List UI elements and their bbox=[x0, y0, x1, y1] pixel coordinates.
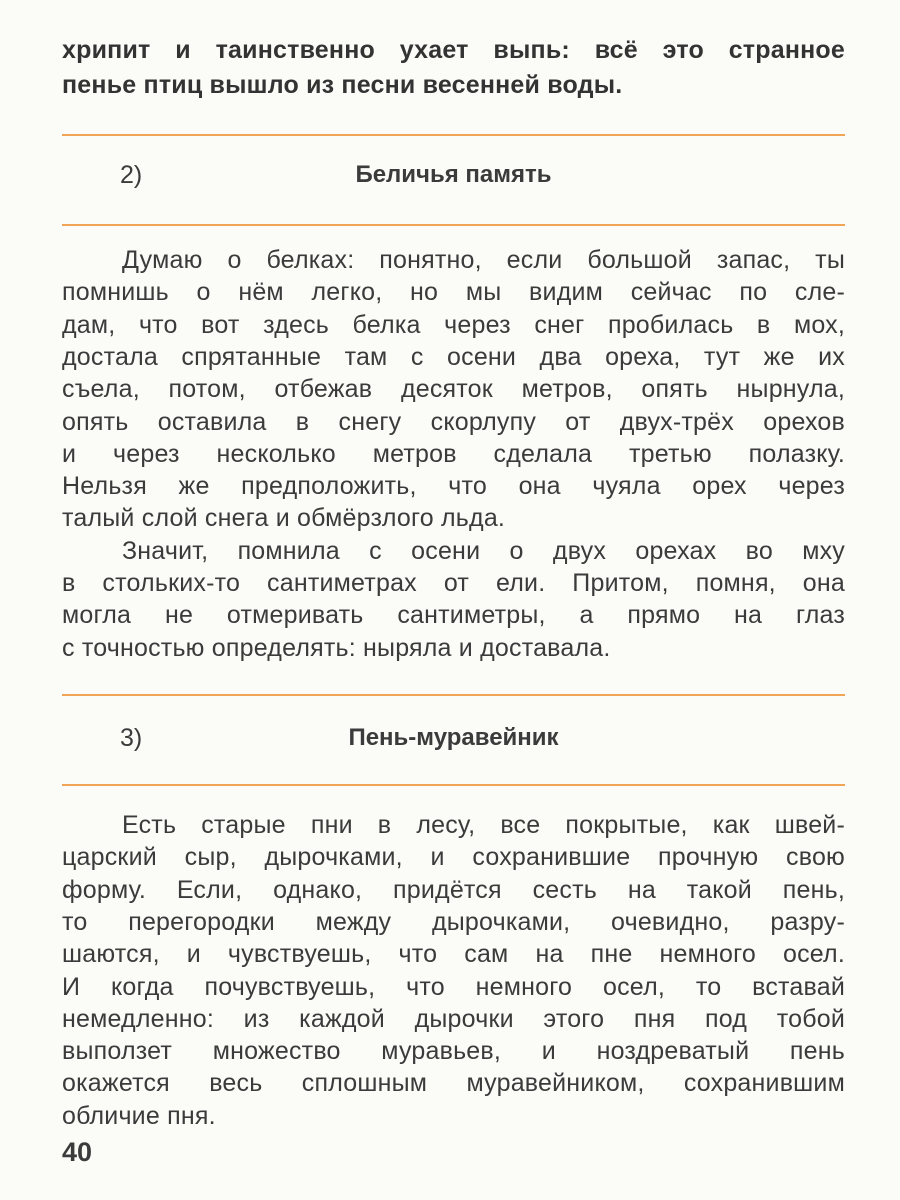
text-line: Есть старые пни в лесу, все покрытые, как швей- bbox=[122, 811, 845, 839]
divider bbox=[62, 694, 845, 696]
text-line: И когда почувствуешь, что немного осел, то вставай bbox=[62, 972, 845, 1001]
section-number: 3) bbox=[120, 724, 143, 752]
text-line: царский сыр, дырочками, и сохранившие прочную свою bbox=[62, 843, 845, 872]
text-line: с точностью определять: ныряла и доставала. bbox=[62, 633, 611, 662]
text-line: могла не отмеривать сантиметры, а прямо на глаз bbox=[62, 601, 845, 630]
page-number: 40 bbox=[62, 1137, 93, 1167]
text-line: Нельзя же предположить, что она чуяла орех через bbox=[62, 472, 845, 501]
text-line: помнишь о нём легко, но мы видим сейчас по сле- bbox=[62, 278, 845, 307]
text-line: в стольких-то сантиметрах от ели. Притом, помня, она bbox=[62, 569, 845, 597]
text-line: немедленно: из каждой дырочки этого пня под тобой bbox=[62, 1004, 845, 1033]
text-line: дам, что вот здесь белка через снег пробилась в мох, bbox=[62, 310, 845, 339]
text-line: Думаю о белках: понятно, если большой запас, ты bbox=[122, 246, 845, 274]
text-line: достала спрятанные там с осени два ореха, тут же их bbox=[62, 342, 845, 371]
text-line: Значит, помнила с осени о двух орехах во мху bbox=[122, 536, 845, 565]
section-title: Пень-муравейник bbox=[348, 724, 559, 751]
section-number: 2) bbox=[120, 161, 143, 189]
divider bbox=[62, 224, 845, 226]
divider bbox=[62, 134, 845, 136]
text-line: талый слой снега и обмёрзлого льда. bbox=[62, 504, 506, 533]
text-line: то перегородки между дырочками, очевидно, разру- bbox=[62, 907, 845, 936]
text-line: обличие пня. bbox=[62, 1101, 216, 1130]
text-line: и через несколько метров сделала третью полазку. bbox=[62, 439, 845, 468]
text-line: форму. Если, однако, придётся сесть на такой пень, bbox=[62, 875, 845, 904]
text-line: выползет множество муравьев, и ноздреватый пень bbox=[62, 1037, 845, 1066]
text-line: пенье птиц вышло из песни весенней воды. bbox=[62, 71, 623, 99]
section-title: Беличья память bbox=[355, 161, 552, 188]
text-line: съела, потом, отбежав десяток метров, опять нырнула, bbox=[62, 375, 845, 404]
text-line: опять оставила в снегу скорлупу от двух-трёх орехов bbox=[62, 407, 845, 436]
text-line: окажется весь сплошным муравейником, сохранившим bbox=[62, 1069, 845, 1098]
text-line: шаются, и чувствуешь, что сам на пне немного осел. bbox=[62, 940, 845, 969]
text-line: хрипит и таинственно ухает выпь: всё это странное bbox=[62, 36, 845, 64]
divider bbox=[62, 784, 845, 786]
